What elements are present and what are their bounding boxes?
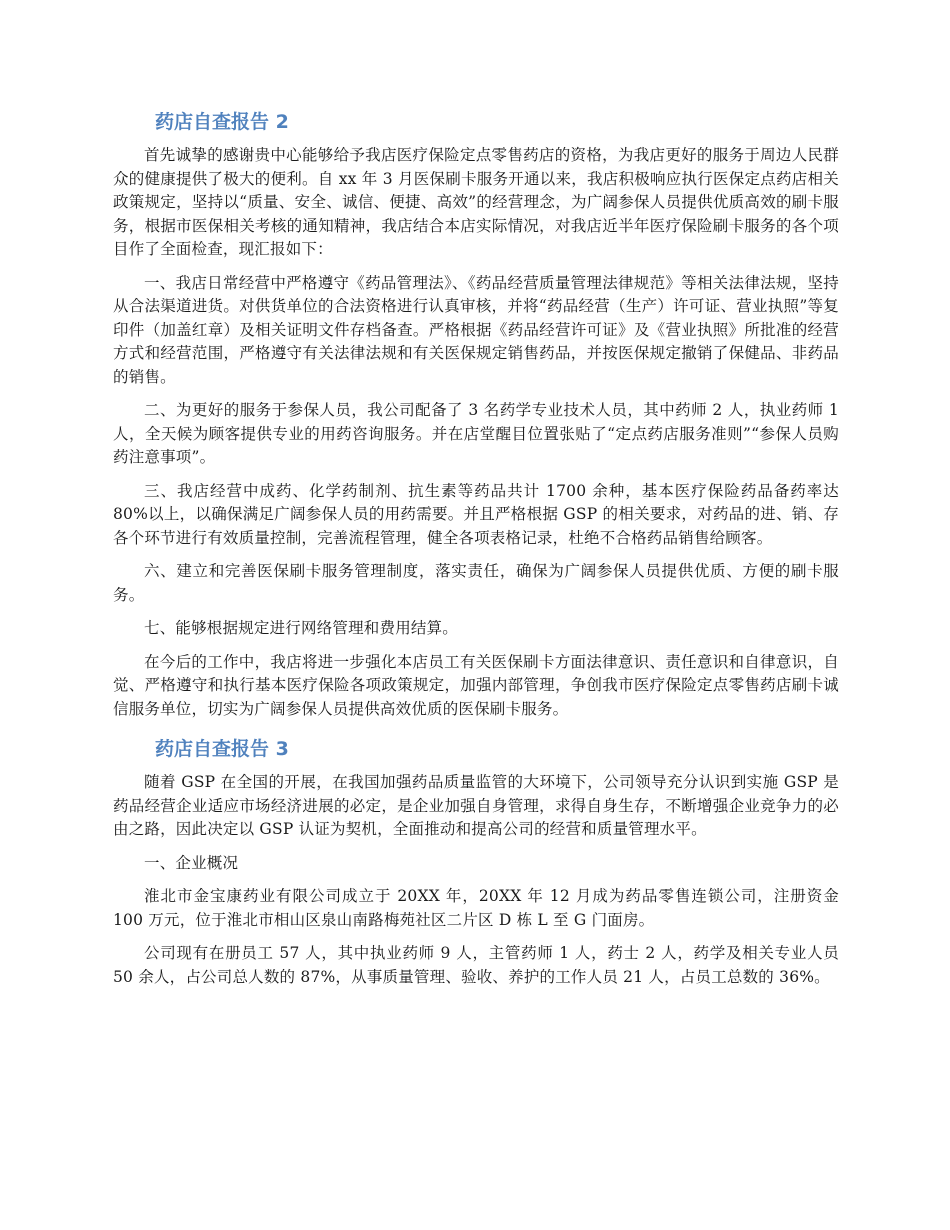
paragraph: 七、能够根据规定进行网络管理和费用结算。 [144, 619, 459, 637]
document-page [113, 108, 839, 999]
section-2-title: 药店自查报告 2 [155, 111, 289, 133]
paragraph: 一、我店日常经营中严格遵守《药品管理法》、《药品经营质量管理法律规范》等相关法律法规，坚持从合法渠道进货。对供货单位的合法资格进行认真审核，并将“药品经营（生产）许可证、营业执照”等复印件（加盖红章）及相关证明文件存档备查。严格根据《药品经营许可证》及《营业执照》所批准的经营方式和经营范围，严格遵守有关法律法规和有关医保规定销售药品，并按医保规定撤销了保健品、非药品的销售。 [113, 273, 839, 386]
paragraph: 公司现有在册员工 57 人，其中执业药师 9 人，主管药师 1 人，药士 2 人，药学及相关专业人员 50 余人，占公司总人数的 87%，从事质量管理、验收、养护的工作人员 21 人，占员工总数的 36%。 [113, 944, 839, 986]
paragraph: 一、企业概况 [144, 853, 239, 872]
paragraph: 在今后的工作中，我店将进一步强化本店员工有关医保刷卡方面法律意识、责任意识和自律意识，自觉、严格遵守和执行基本医疗保险各项政策规定，加强内部管理，争创我市医疗保险定点零售药店刷卡诚信服务单位，切实为广阔参保人员提供高效优质的医保刷卡服务。 [113, 652, 839, 718]
paragraph: 三、我店经营中成药、化学药制剂、抗生素等药品共计 1700 余种，基本医疗保险药品备药率达 80%以上，以确保满足广阔参保人员的用药需要。并且严格根据 GSP 的相关要求，对药品的进、销、存各个环节进行有效质量控制，完善流程管理，健全各项表格记录，杜绝不合格药品销售给顾客。 [113, 481, 839, 547]
paragraph: 六、建立和完善医保刷卡服务管理制度，落实责任，确保为广阔参保人员提供优质、方便的刷卡服务。 [113, 562, 839, 604]
paragraph: 首先诚挚的感谢贵中心能够给予我店医疗保险定点零售药店的资格，为我店更好的服务于周边人民群众的健康提供了极大的便利。自 xx 年 3 月医保刷卡服务开通以来，我店积极响应执行医保定点药店相关政策规定，坚持以“质量、安全、诚信、便捷、高效”的经营理念，为广阔参保人员提供优质高效的刷卡服务，根据市医保相关考核的通知精神，我店结合本店实际情况，对我店近半年医疗保险刷卡服务的各个项目作了全面检查，现汇报如下： [113, 146, 839, 258]
paragraph: 淮北市金宝康药业有限公司成立于 20XX 年，20XX 年 12 月成为药品零售连锁公司，注册资金 100 万元，位于淮北市相山区泉山南路梅苑社区二片区 D 栋 L 至 G 门面房。 [113, 887, 839, 929]
paragraph: 随着 GSP 在全国的开展，在我国加强药品质量监管的大环境下，公司领导充分认识到实施 GSP 是药品经营企业适应市场经济进展的必定，是企业加强自身管理，求得自身生存，不断增强企业竞争力的必由之路，因此决定以 GSP 认证为契机，全面推动和提高公司的经营和质量管理水平。 [113, 773, 839, 838]
section-3-title: 药店自查报告 3 [155, 738, 289, 760]
paragraph: 二、为更好的服务于参保人员，我公司配备了 3 名药学专业技术人员，其中药师 2 人，执业药师 1 人，全天候为顾客提供专业的用药咨询服务。并在店堂醒目位置张贴了“定点药店服务准则”“参保人员购药注意事项”。 [113, 401, 839, 466]
